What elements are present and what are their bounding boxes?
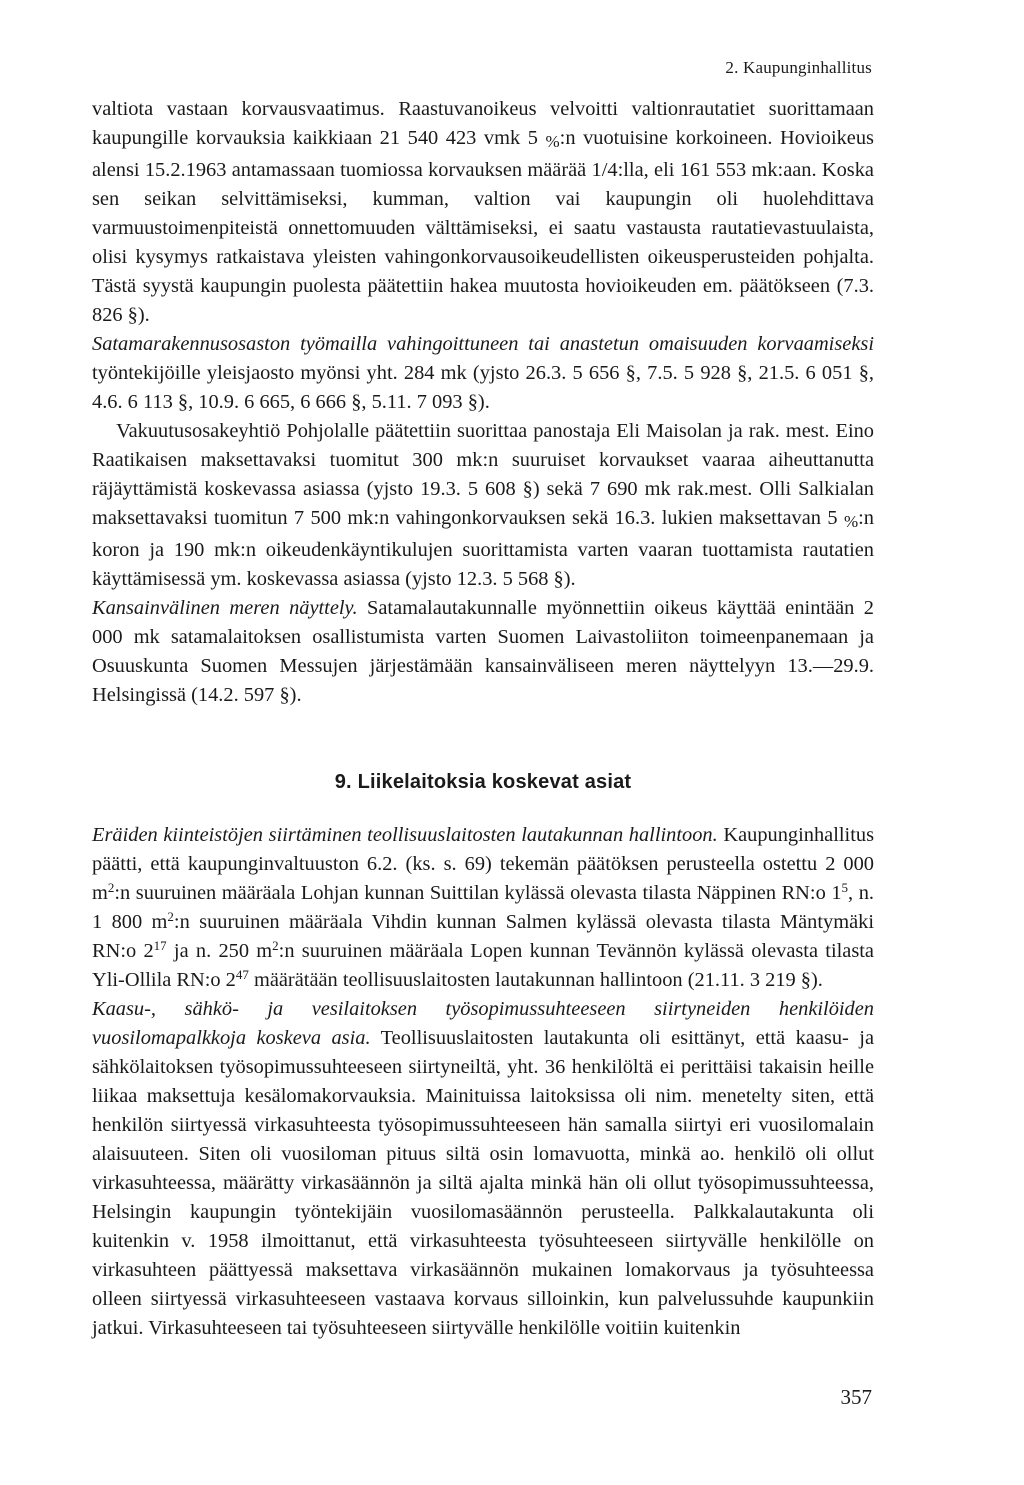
paragraph-lead-italic: Kaasu-, sähkö- ja vesilaitoksen työsopimussuhteeseen siirtyneiden henkilöiden vuosilomapalkkoja koskeva asia. bbox=[92, 998, 874, 1049]
running-header: 2. Kaupunginhallitus bbox=[725, 58, 872, 77]
paragraph-lead-italic: Kansainvälinen meren näyttely. bbox=[92, 597, 358, 619]
paragraph-lead-italic: Eräiden kiinteistöjen siirtäminen teollisuuslaitosten lautakunnan hallintoon. bbox=[92, 824, 718, 846]
paragraph-insurance: Vakuutusosakeyhtiö Pohjolalle päätettiin suorittaa panostaja Eli Maisolan ja rak. mest. Eino Raatikaisen maksettavaksi tuomitut 300 mk:n suuruiset korvaukset vaaraa aiheuttanutta räjäyttämistä koskevassa asiassa (yjsto 19.3. 5 608 §) sekä 7 690 mk rak.mest. Olli Salkialan maksettavaksi tuomitun 7 500 mk:n vahingonkorvauksen sekä 16.3. lukien maksettavan 5 %:n koron ja 190 mk:n oikeudenkäyntikulujen suorittamista varten vaaran tuottamista rautatien käyttämisessä ym. koskevassa asiassa (yjsto 12.3. 5 568 §). bbox=[92, 420, 875, 590]
section-heading: 9. Liikelaitoksia koskevat asiat bbox=[334, 771, 632, 793]
paragraph-harbour-compensation: Satamarakennusosaston työmailla vahingoittuneen tai anastetun omaisuuden korvaamiseksi työntekijöille yleisjaosto myönsi yht. 284 mk (yjsto 26.3. 5 656 §, 7.5. 5 928 §, 21.5. 6 051 §, 4.6. 6 113 §, 10.9. 6 665, 6 666 §, 5.11. 7 093 §). bbox=[92, 333, 874, 413]
paragraph-railway-claim: valtiota vastaan korvausvaatimus. Raastuvanoikeus velvoitti valtionrautatiet suorittamaan kaupungille korvauksia kaikkiaan 21 540 423 vmk 5 %:n vuotuisine korkoineen. Hovioikeus alensi 15.2.1963 antamassaan tuomiossa korvauksen määrää 1/4:lla, eli 161 553 mk:aan. Koska sen seikan selvittämiseksi, kumman, valtion vai kaupungin oli huolehdittava varmuustoimenpiteistä onnettomuuden välttämiseksi, ei saatu vastausta rautatievastuulaista, olisi kysymys ratkaistava yleisten vahingonkorvausoikeudellisten oikeusperusteiden pohjalta. Tästä syystä kaupungin puolesta päätettiin hakea muutosta hovioikeuden em. päätökseen (7.3. 826 §). bbox=[92, 98, 874, 326]
page-number: 357 bbox=[840, 1385, 872, 1409]
paragraph-sea-exhibition: Kansainvälinen meren näyttely. Satamalautakunnalle myönnettiin oikeus käyttää enintään 2 000 mk satamalaitoksen osallistumista varten Suomen Laivastoliiton toimeenpanemaan ja Osuuskunta Suomen Messujen järjestämään kansainväliseen meren näyttelyyn 13.—29.9. Helsingissä (14.2. 597 §). bbox=[92, 597, 874, 706]
text-column bbox=[92, 95, 874, 1343]
percent-sign: % bbox=[843, 512, 859, 531]
paragraph-holiday-pay: Kaasu-, sähkö- ja vesilaitoksen työsopimussuhteeseen siirtyneiden henkilöiden vuosilomapalkkoja koskeva asia. Teollisuuslaitosten lautakunta oli esittänyt, että kaasu- ja sähkölaitoksen työsopimussuhteeseen siirtyneiltä, yht. 36 henkilöltä ei perittäisi takaisin heille liikaa maksettuja kesälomakorvauksia. Mainituissa laitoksissa oli nim. menetelty siten, että henkilön siirtyessä virkasuhteesta työsopimussuhteeseen hän samalla siirtyi eri vuosilomalain alaisuuteen. Siten oli vuosiloman pituus siltä osin lomavuotta, minkä ao. henkilö oli ollut virkasuhteessa, määrätty virkasäännön ja siltä ajalta minkä hän oli ollut työsopimussuhteessa, Helsingin kaupungin työntekijäin vuosilomasäännön perusteella. Palkkalautakunta oli kuitenkin v. 1958 ilmoittanut, että virkasuhteesta työsuhteeseen siirtyvälle henkilölle on virkasuhteen päättyessä maksettava virkasäännön mukainen lomakorvaus ja työsuhteessa olleen siirtyessä virkasuhteeseen vastaava korvaus silloinkin, kun palvelussuhde kaupunkiin jatkui. Virkasuhteeseen tai työsuhteeseen siirtyvälle henkilölle voitiin kuitenkin bbox=[92, 998, 874, 1339]
paragraph-property-transfer: Eräiden kiinteistöjen siirtäminen teollisuuslaitosten lautakunnan hallintoon. Kaupunginhallitus päätti, että kaupunginvaltuuston 6.2. (ks. s. 69) tekemän päätöksen perusteella ostettu 2 000 $m^2:n$ suuruinen määräala Lohjan kunnan Suittilan kylässä olevasta tilasta Näppinen RN:o $1^5$, n. 1 800 $m^2:n$ suuruinen määräala Vihdin kunnan Salmen kylässä olevasta tilasta Mäntymäki RN:o $2^{17}$ ja n. 250 $m^2:n$ suuruinen määräala Lopen kunnan Tevännön kylässä olevasta tilasta Yli-Ollila RN:o $2^{47}$ määrätään teollisuuslaitosten lautakunnan hallintoon (21.11. 3 219 §). bbox=[92, 824, 875, 991]
paragraph-lead-italic: Satamarakennusosaston työmailla vahingoittuneen tai anastetun omaisuuden korvaamiseksi bbox=[92, 333, 874, 355]
percent-sign: % bbox=[545, 132, 560, 151]
